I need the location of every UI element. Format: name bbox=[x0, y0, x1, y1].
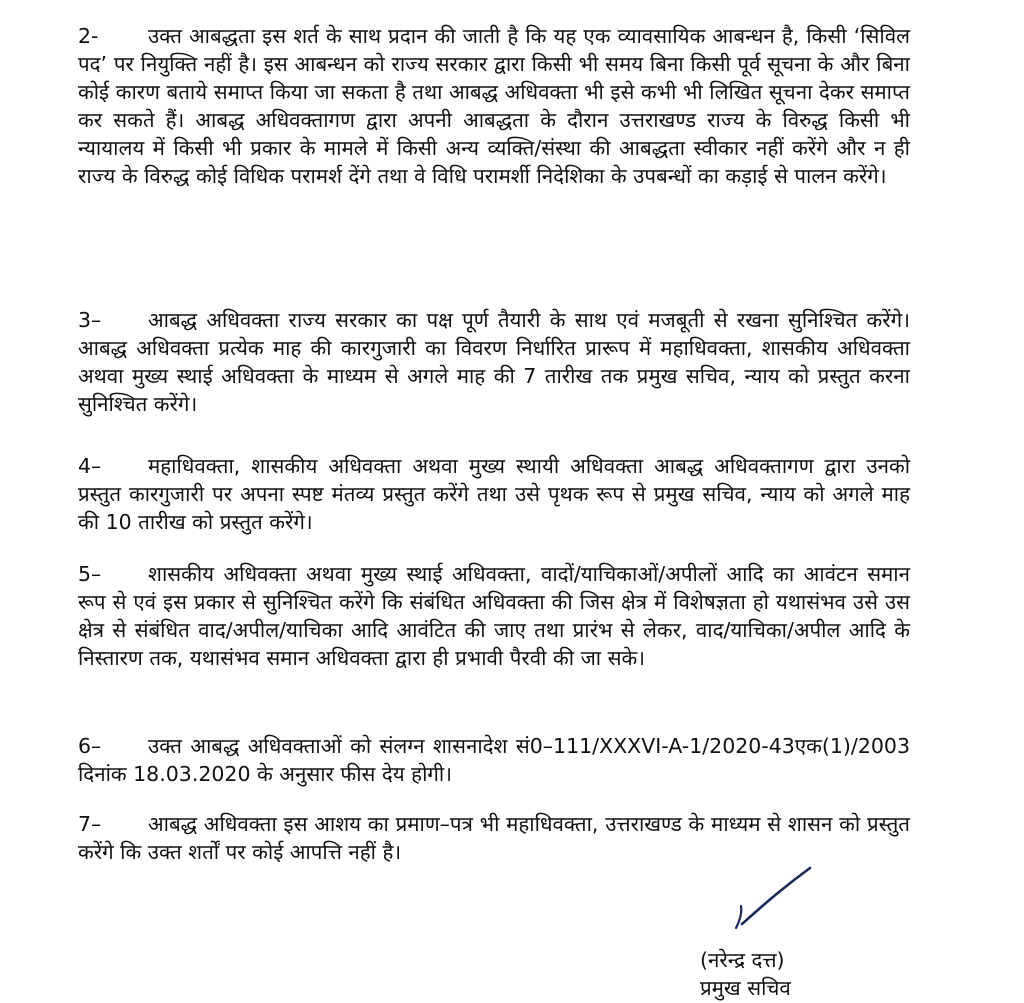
paragraph-number: 4– bbox=[78, 454, 102, 478]
signatory-block bbox=[700, 946, 920, 1002]
paragraph-number: 6– bbox=[78, 734, 102, 758]
paragraph-text: उक्त आबद्धता इस शर्त के साथ प्रदान की जाती है कि यह एक व्यावसायिक आबन्धन है, किसी ‘सिविल पद’ पर नियुक्ति नहीं है। इस आबन्धन को राज्य सरकार द्वारा किसी भी समय बिना किसी पूर्व सूचना के और बिना कोई कारण बताये समाप्त किया जा सकता है तथा आबद्ध अधिवक्ता भी इसे कभी भी लिखित सूचना देकर समाप्त कर सकते हैं। आबद्ध अधिवक्तागण द्वारा अपनी आबद्धता के दौरान उत्तराखण्ड राज्य के विरुद्ध किसी भी न्यायालय में किसी भी प्रकार के मामले में किसी अन्य व्यक्ति/संस्था की आबद्धता स्वीकार नहीं करेंगे और न ही राज्य के विरुद्ध कोई विधिक परामर्श देंगे तथा वे विधि परामर्शी निदेशिका के उपबन्धों का कड़ाई से पालन करेंगे। bbox=[78, 24, 910, 188]
paragraph-6 bbox=[78, 732, 910, 788]
handwritten-signature bbox=[728, 862, 818, 936]
paragraph-number: 2- bbox=[78, 24, 99, 48]
paragraph-5 bbox=[78, 560, 910, 672]
paragraph-2 bbox=[78, 22, 910, 190]
paragraph-7 bbox=[78, 810, 910, 866]
paragraph-3 bbox=[78, 306, 910, 418]
paragraph-number: 3– bbox=[78, 308, 102, 332]
signatory-designation: प्रमुख सचिव bbox=[700, 976, 791, 1000]
paragraph-number: 7– bbox=[78, 812, 102, 836]
paragraph-text: आबद्ध अधिवक्ता राज्य सरकार का पक्ष पूर्ण तैयारी के साथ एवं मजबूती से रखना सुनिश्चित करेंगे। आबद्ध अधिवक्ता प्रत्येक माह की कारगुजारी का विवरण निर्धारित प्रारूप में महाधिवक्ता, शासकीय अधिवक्ता अथवा मुख्य स्थाई अधिवक्ता के माध्यम से अगले माह की 7 तारीख तक प्रमुख सचिव, न्याय को प्रस्तुत करना सुनिश्चित करेंगे। bbox=[78, 308, 910, 416]
paragraph-4 bbox=[78, 452, 910, 536]
signatory-name: (नरेन्द्र दत्त) bbox=[700, 948, 785, 972]
paragraph-text: उक्त आबद्ध अधिवक्ताओं को संलग्न शासनादेश सं0–111/XXXVI-A-1/2020-43एक(1)/2003 दिनांक 18.03.2020 के अनुसार फीस देय होगी। bbox=[78, 734, 910, 786]
paragraph-text: शासकीय अधिवक्ता अथवा मुख्य स्थाई अधिवक्ता, वादों/याचिकाओं/अपीलों आदि का आवंटन समान रूप से एवं इस प्रकार से सुनिश्चित करेंगे कि संबंधित अधिवक्ता की जिस क्षेत्र में विशेषज्ञता हो यथासंभव उसे उस क्षेत्र से संबंधित वाद/अपील/याचिका आदि आवंटित की जाए तथा प्रारंभ से लेकर, वाद/याचिका/अपील आदि के निस्तारण तक, यथासंभव समान अधिवक्ता द्वारा ही प्रभावी पैरवी की जा सके। bbox=[78, 562, 910, 670]
paragraph-text: महाधिवक्ता, शासकीय अधिवक्ता अथवा मुख्य स्थायी अधिवक्ता आबद्ध अधिवक्तागण द्वारा उनको प्रस्तुत कारगुजारी पर अपना स्पष्ट मंतव्य प्रस्तुत करेंगे तथा उसे पृथक रूप से प्रमुख सचिव, न्याय को अगले माह की 10 तारीख को प्रस्तुत करेंगे। bbox=[78, 454, 910, 534]
paragraph-number: 5– bbox=[78, 562, 102, 586]
paragraph-text: आबद्ध अधिवक्ता इस आशय का प्रमाण–पत्र भी महाधिवक्ता, उत्तराखण्ड के माध्यम से शासन को प्रस्तुत करेंगे कि उक्त शर्तों पर कोई आपत्ति नहीं है। bbox=[78, 812, 910, 864]
